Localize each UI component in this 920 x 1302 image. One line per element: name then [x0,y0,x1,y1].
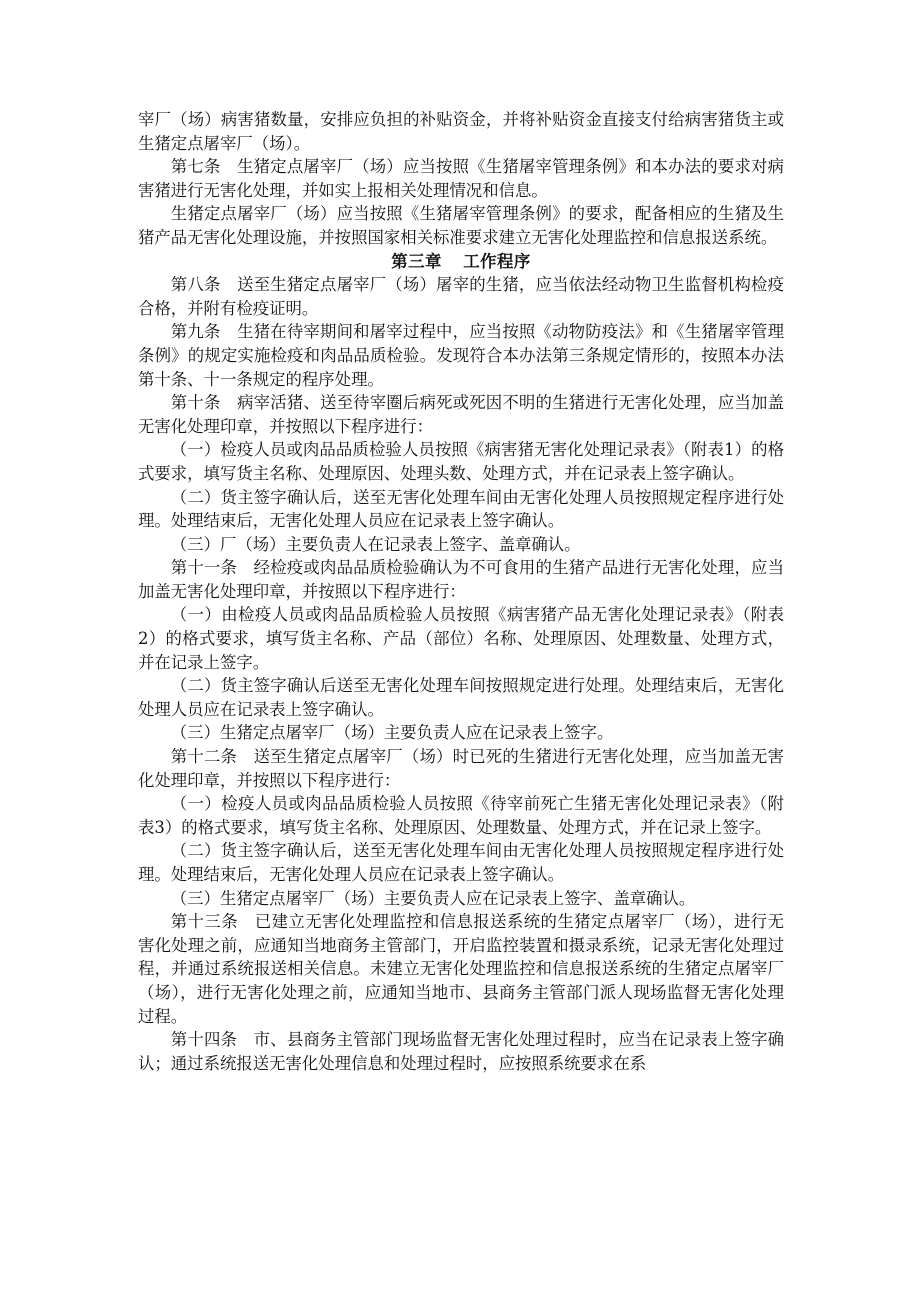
list-item: （一）检疫人员或肉品品质检验人员按照《病害猪无害化处理记录表》（附表1）的格式要求，填写货主名称、处理原因、处理头数、处理方式，并在记录表上签字确认。 [138,440,784,483]
paragraph-article-14: 第十四条 市、县商务主管部门现场监督无害化处理过程时，应当在记录表上签字确认；通过系统报送无害化处理信息和处理过程时，应按照系统要求在系 [138,1030,784,1073]
list-item: （一）检疫人员或肉品品质检验人员按照《待宰前死亡生猪无害化处理记录表》（附表3）的格式要求，填写货主名称、处理原因、处理数量、处理方式，并在记录上签字。 [138,794,784,837]
list-item: （一）由检疫人员或肉品品质检验人员按照《病害猪产品无害化处理记录表》（附表2）的格式要求，填写货主名称、产品（部位）名称、处理原因、处理数量、处理方式，并在记录上签字。 [138,605,784,672]
list-item: （三）生猪定点屠宰厂（场）主要负责人应在记录表上签字。 [170,723,614,743]
paragraph-article-11: 第十一条 经检疫或肉品品质检验确认为不可食用的生猪产品进行无害化处理，应当加盖无害化处理印章，并按照以下程序进行： [138,558,784,601]
list-item: （二）货主签字确认后送至无害化处理车间按照规定进行处理。处理结束后，无害化处理人员应在记录表上签字确认。 [138,676,784,719]
paragraph: 宰厂（场）病害猪数量，安排应负担的补贴资金，并将补贴资金直接支付给病害猪货主或生猪定点屠宰厂（场）。 [138,110,784,153]
paragraph-article-12: 第十二条 送至生猪定点屠宰厂（场）时已死的生猪进行无害化处理，应当加盖无害化处理印章，并按照以下程序进行： [138,747,784,790]
list-item: （三）厂（场）主要负责人在记录表上签字、盖章确认。 [170,534,581,554]
document-page [138,108,784,1075]
chapter-title: 工作程序 [463,251,531,271]
chapter-heading [138,250,784,274]
list-item: （二）货主签字确认后，送至无害化处理车间由无害化处理人员按照规定程序进行处理。处理结束后，无害化处理人员应在记录表上签字确认。 [138,841,784,884]
paragraph-article-9: 第九条 生猪在待宰期间和屠宰过程中，应当按照《动物防疫法》和《生猪屠宰管理条例》的规定实施检疫和肉品品质检验。发现符合本办法第三条规定情形的，按照本办法第十条、十一条规定的程序处理。 [138,322,784,389]
paragraph-article-10: 第十条 病宰活猪、送至待宰圈后病死或死因不明的生猪进行无害化处理，应当加盖无害化处理印章，并按照以下程序进行： [138,393,784,436]
list-item: （二）货主签字确认后，送至无害化处理车间由无害化处理人员按照规定程序进行处理。处理结束后，无害化处理人员应在记录表上签字确认。 [138,487,784,531]
paragraph: 生猪定点屠宰厂（场）应当按照《生猪屠宰管理条例》的要求，配备相应的生猪及生猪产品无害化处理设施，并按照国家相关标准要求建立无害化处理监控和信息报送系统。 [138,204,784,247]
paragraph-article-13: 第十三条 已建立无害化处理监控和信息报送系统的生猪定点屠宰厂（场），进行无害化处理之前，应通知当地商务主管部门，开启监控装置和摄录系统，记录无害化处理过程，并通过系统报送相关信息。未建立无害化处理监控和信息报送系统的生猪定点屠宰厂（场），进行无害化处理之前，应通知当地市、县商务主管部门派人现场监督无害化处理过程。 [138,912,784,1026]
paragraph-article-8: 第八条 送至生猪定点屠宰厂（场）屠宰的生猪，应当依法经动物卫生监督机构检疫合格，并附有检疫证明。 [138,275,784,318]
chapter-number: 第三章 [391,251,442,271]
list-item: （三）生猪定点屠宰厂（场）主要负责人应在记录表上签字、盖章确认。 [170,888,696,908]
paragraph-article-7: 第七条 生猪定点屠宰厂（场）应当按照《生猪屠宰管理条例》和本办法的要求对病害猪进行无害化处理，并如实上报相关处理情况和信息。 [138,157,784,200]
